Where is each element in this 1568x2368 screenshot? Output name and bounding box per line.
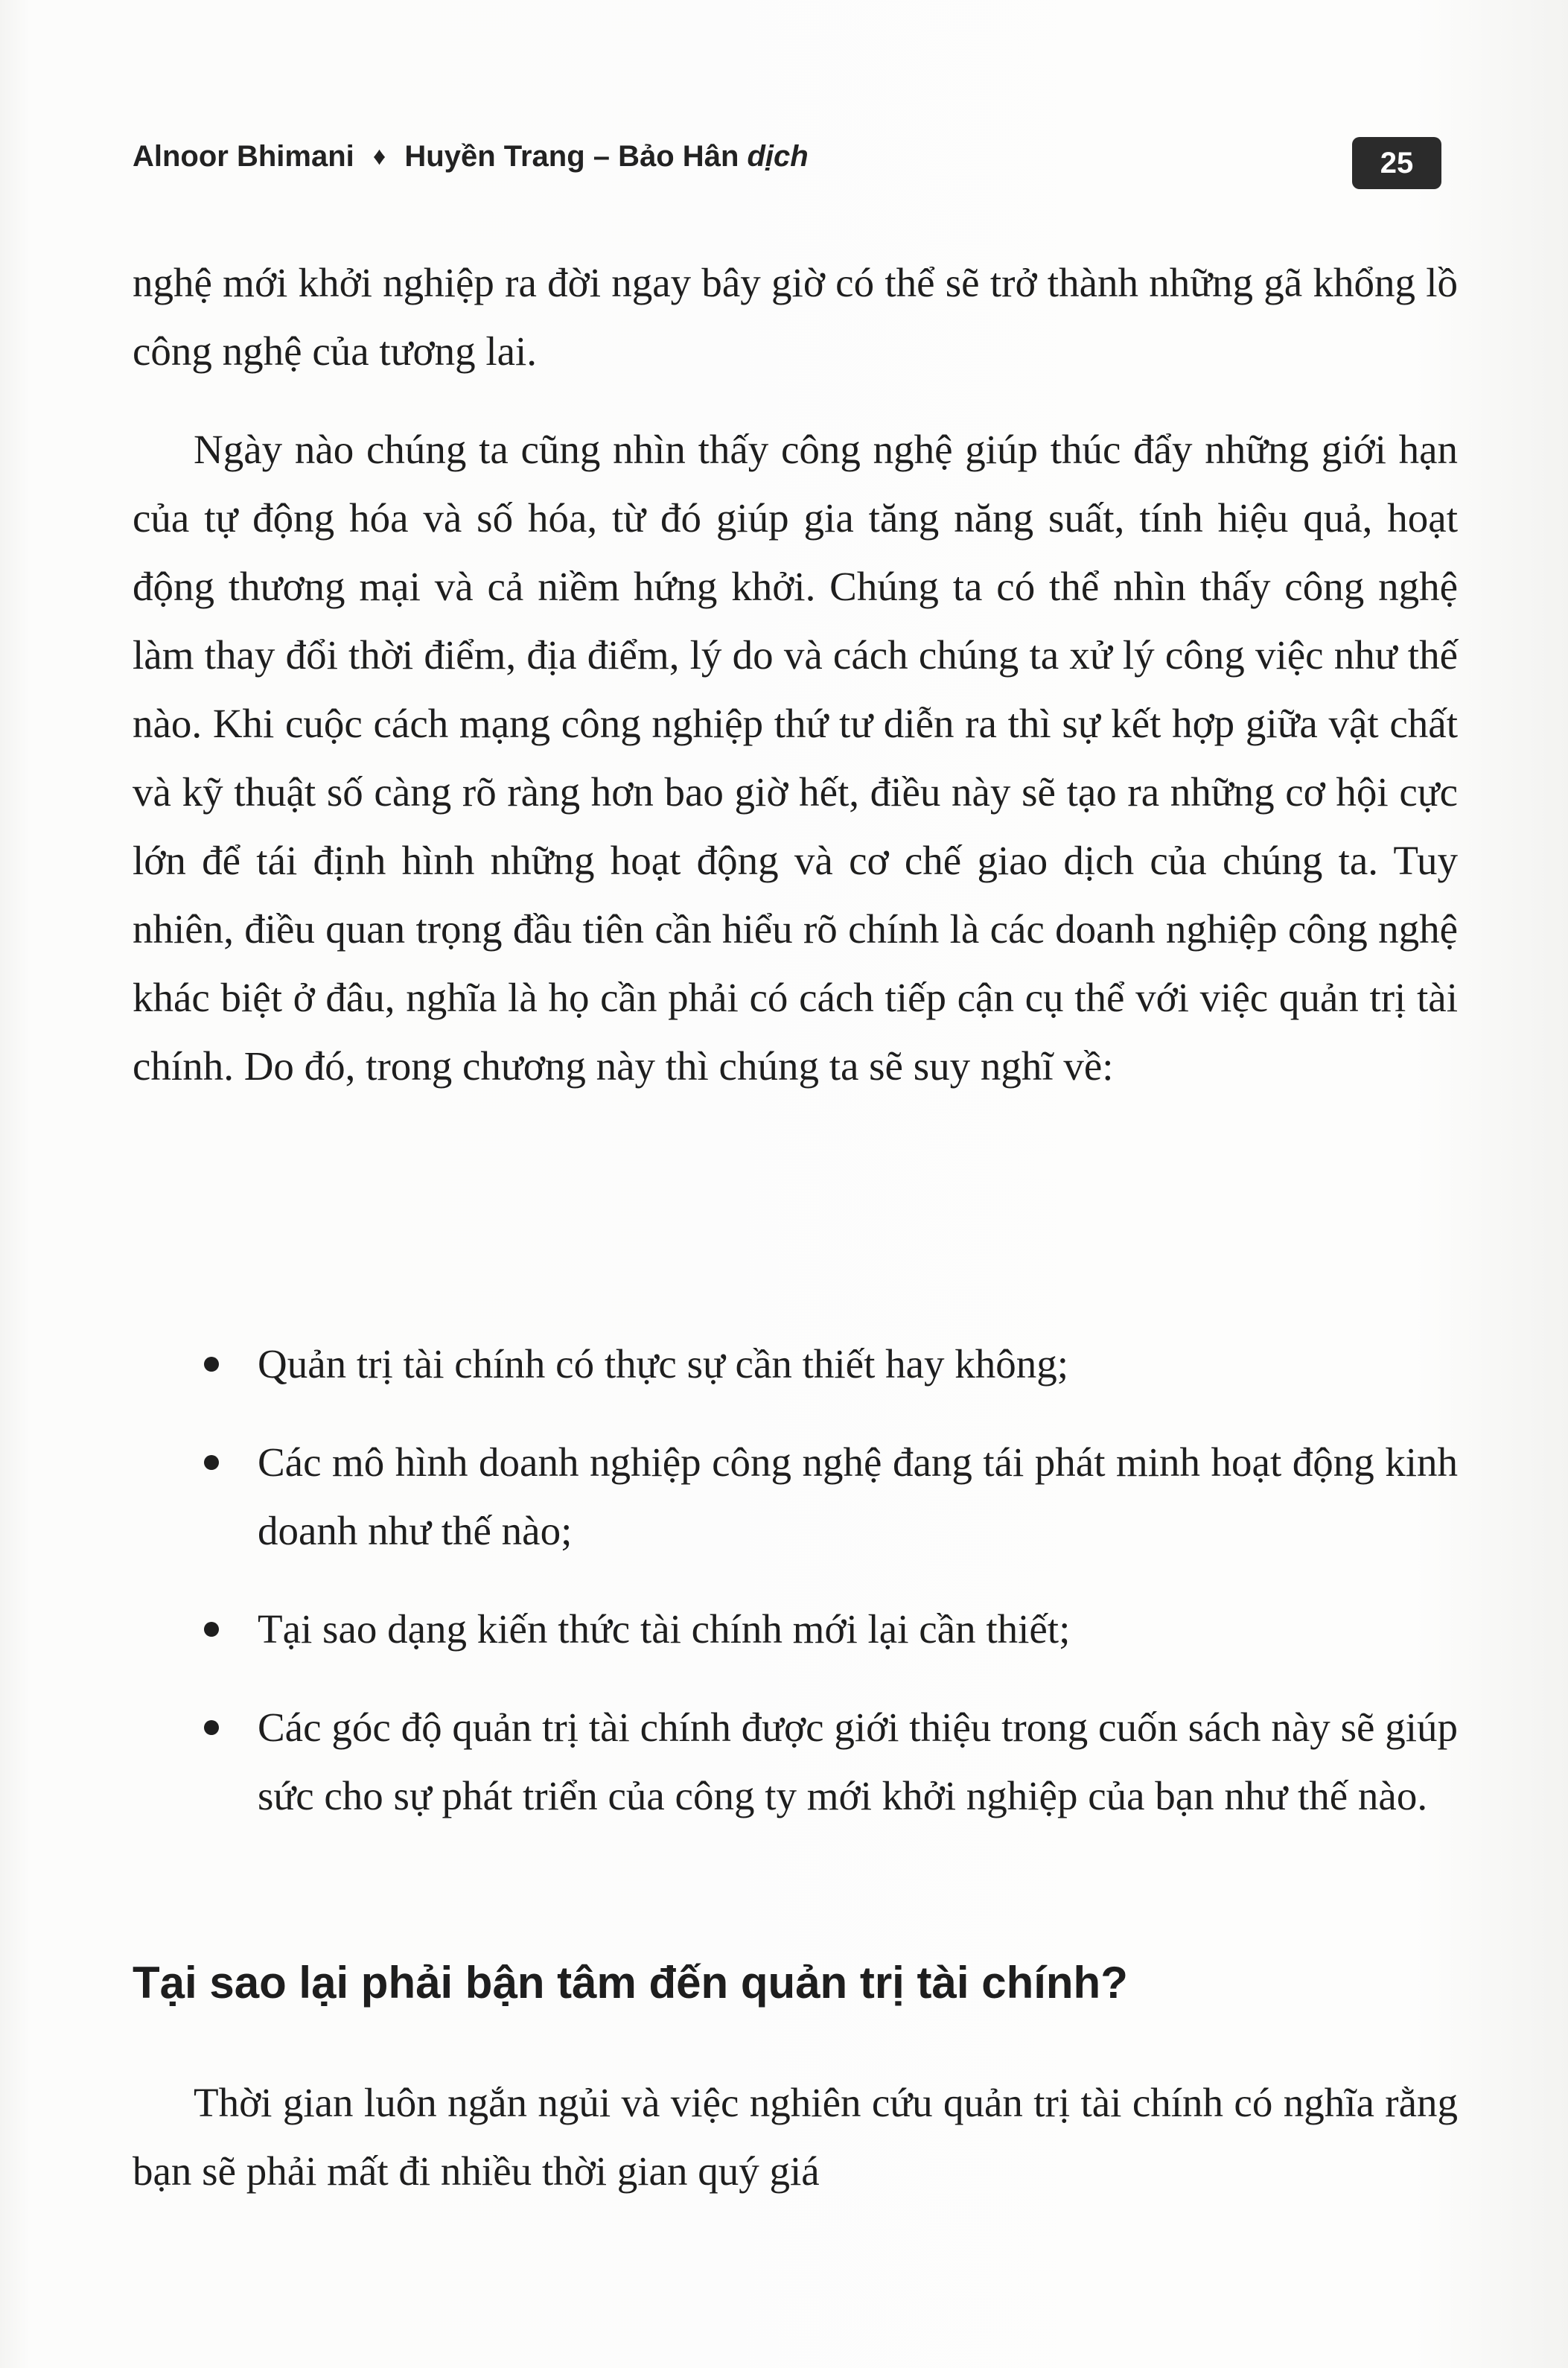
page-number-badge: 25 <box>1352 137 1441 189</box>
section-paragraph: Thời gian luôn ngắn ngủi và việc nghiên cứu quản trị tài chính có nghĩa rằng bạn sẽ phải mất đi nhiều thời gian quý giá <box>133 2080 1458 2194</box>
running-header <box>133 140 809 174</box>
bullet-item <box>133 1693 1458 1830</box>
bullet-item <box>133 1330 1458 1398</box>
section-heading: Tại sao lại phải bận tâm đến quản trị tài chính? <box>133 1958 1128 2008</box>
bullet-text: Các góc độ quản trị tài chính được giới thiệu trong cuốn sách này sẽ giúp sức cho sự phát triển của công ty mới khởi nghiệp của bạn như thế nào. <box>258 1705 1458 1818</box>
bullet-text: Tại sao dạng kiến thức tài chính mới lại cần thiết; <box>258 1606 1071 1652</box>
bullet-text: Quản trị tài chính có thực sự cần thiết hay không; <box>258 1341 1069 1387</box>
bullet-dot-icon <box>204 1720 219 1735</box>
bullet-text: Các mô hình doanh nghiệp công nghệ đang tái phát minh hoạt động kinh doanh như thế nào; <box>258 1439 1458 1553</box>
bullet-list <box>133 1330 1458 1860</box>
diamond-separator-icon: ♦ <box>372 142 386 171</box>
paragraph-intro: Ngày nào chúng ta cũng nhìn thấy công nghệ giúp thúc đẩy những giới hạn của tự động hóa và số hóa, từ đó giúp gia tăng năng suất, tính hiệu quả, hoạt động thương mại và cả niềm hứng khởi. Chúng ta có thể nhìn thấy công nghệ làm thay đổi thời điểm, địa điểm, lý do và cách chúng ta xử lý công việc như thế nào. Khi cuộc cách mạng công nghiệp thứ tư diễn ra thì sự kết hợp giữa vật chất và kỹ thuật số càng rõ ràng hơn bao giờ hết, điều này sẽ tạo ra những cơ hội cực lớn để tái định hình những hoạt động và cơ chế giao dịch của chúng ta. Tuy nhiên, điều quan trọng đầu tiên cần hiểu rõ chính là các doanh nghiệp công nghệ khác biệt ở đâu, nghĩa là họ cần phải có cách tiếp cận cụ thể với việc quản trị tài chính. Do đó, trong chương này thì chúng ta sẽ suy nghĩ về: <box>133 427 1458 1089</box>
translators-name: Huyền Trang – Bảo Hân <box>404 140 739 173</box>
bullet-dot-icon <box>204 1357 219 1372</box>
bullet-dot-icon <box>204 1622 219 1637</box>
translator-role: dịch <box>747 140 809 173</box>
paragraph-continued: nghệ mới khởi nghiệp ra đời ngay bây giờ có thể sẽ trở thành những gã khổng lồ công nghệ của tương lai. <box>133 260 1458 374</box>
author-name: Alnoor Bhimani <box>133 140 354 173</box>
bullet-item <box>133 1595 1458 1664</box>
bullet-dot-icon <box>204 1455 219 1470</box>
bullet-item <box>133 1428 1458 1565</box>
